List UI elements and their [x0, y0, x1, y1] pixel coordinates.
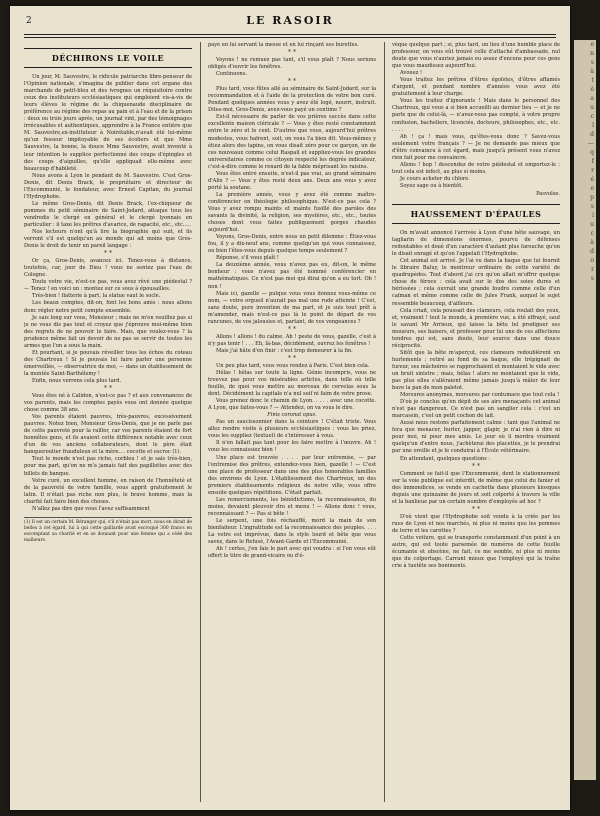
- edge-fragment: é: [590, 176, 594, 183]
- section-separator: * *: [288, 49, 296, 57]
- paragraph: Vous êtes né à Calidon, n'est-ce pas ? et aux convenances de vos parents, mais les comptes payés vous ont donnée quelque chose comme 38 ans.: [24, 393, 192, 414]
- paragraph: Enfin, nous verrons cela plus tard.: [32, 377, 122, 384]
- paragraph: payé en lui servant la messe et en lui rinçant ses burettes.: [208, 42, 359, 48]
- paragraph: Sitôt que la bête m'aperçut, ces clameurs redoublèrent en hurlements ; retiré au fond de sa baque, elle trépignait de fureur, ses mâchoires se rapprochaient et montaient le vide avec un bruit sinistre ; mais, hélas ! alors ne montaient que le vide, pas plus elles s'alléraient même jamais jusqu'à mâler de leur bave la pan de mon paletot.: [392, 349, 560, 392]
- paragraph: Finis coronat opus.: [267, 412, 317, 419]
- paragraph: Cette voiture, qui se transporte constamment d'un point à un autre, qui est toute parsemée de numéros de cette feuille écumante et obscène, ne fait, ce me semble, ni plus ni moins que du colportage. Carrant mieux que l'employé qui la traîne crie à tuetête ses boniments.: [392, 534, 560, 570]
- section-separator: * *: [288, 325, 296, 333]
- paragraph: Et pourtant, si je pouvais réveiller tous les échos du coteau des Chartreux ! Si je pouvais lui faire parler une personne émerveillée, — observatrice de moi, — dans un établissement de la montée Saint-Barthélemy !: [24, 349, 192, 377]
- edge-fragment: u: [590, 104, 594, 111]
- edge-fragment: s: [590, 59, 594, 66]
- paragraph: vêque quelque part ; si, plus tard, un lieu d'une humble place de professeur, on vous eût trouvé celle d'attaché d'ambassade, nul doute que vous n'auriez jamais eu assez d'encens pour ces gens que vous maudissez aujourd'hui.: [392, 42, 560, 70]
- paragraph: Nos lecteurs n'ont qu'à lire la biographie qui suit, et ils verront s'il est quelqu'un au monde qui ait moins que Gros-Denis le droit de tenir un pareil langage :: [24, 229, 192, 250]
- article-title: DÉCHIRONS LE VOILE: [51, 53, 165, 63]
- edge-fragment: s: [590, 275, 594, 282]
- adjacent-page-edge: [574, 40, 596, 780]
- paragraph: Ah ! ça ! mais vous, qu'êtes-vous donc ? Savez-vous seulement votre français ? — Je ne demande pas mieux que d'être convaincu à cet égard, mais jusqu'à présent vous n'avez rien fait pour me convaincre.: [392, 133, 560, 161]
- edge-fragment: e: [590, 41, 594, 48]
- edge-fragment: r: [591, 266, 594, 273]
- paragraph: Or ça, Gros-Denis, avancez ici. Tenez-vous à distance, toutefois, car, jour de Dieu ! vous ne sentez pas l'eau de Cologne.: [24, 258, 192, 279]
- paragraph: Mais j'ai hâte d'en finir : c'est trop demeurer à la fin.: [216, 347, 353, 354]
- paragraph: Tout le monde n'est pas riche, corbleu ! et je sais très-bien, pour ma part, qu'on ne m'a jamais fait des papillottes avec des billets de banque.: [24, 456, 192, 477]
- paragraph: Nous avons à Lyon le pendant de M. Sauvestre. C'est Gros-Denis, dit Denis Brack, le propriétaire et directeur de l'Excommunié, le fondateur, avec Ernest Capitan, du journal l'Hydrophobe.: [24, 172, 192, 200]
- paragraph: Vous prenez donc le chemin de Lyon. . . . . avec une cocotte. A Lyon, que faites-vous ? — Attendez, on va vous le dire.: [208, 398, 376, 412]
- edge-fragment: q: [590, 149, 594, 156]
- paragraph: Voyons ! ne remuez pas tant, s'il vous plaît ? Nous serions obligés d'ouvrir les fenêtres.: [208, 57, 376, 71]
- page-number: 2: [26, 16, 32, 26]
- paragraph: D'où vient que l'Hydrophobe soit vendu à la criée par les rues de Lyon et nos marchés, ni plus ni moins que les pommes de terre et les carottes ?: [392, 513, 560, 534]
- paragraph: Cela criait, cela poussait des clameurs, cela roulait des yeux, et, vraiment ! tout le monde, à première vue, a été effrayé, sauf le savant Mr Arrieux, qui laisse la bête tel prodiguer ses moueurs, ses baisers, et professer pour lui une de ces affections tendres qui est, sans doute, leur source dans une douce réciprocité.: [392, 307, 560, 349]
- edge-fragment: r: [591, 167, 594, 174]
- paragraph: Un peu plus tard, vous vous rendez à Paris. C'est bien cela.: [216, 362, 370, 369]
- paragraph: En attendant, quelques questions :: [400, 455, 491, 462]
- article-heading-box: [24, 48, 192, 68]
- column-2: [208, 42, 376, 802]
- paragraph: Aussi nous restons parfaitement calme : tant que l'animal ne fera que menacer, hurler, japper, glapir, je n'ai rien à dire ni pour moi, ni pour mes amis. Le jour où il mordra vraiment quelqu'un d'entre nous, j'achèterai des placettes, je le prendrai par une oreille et je le conduirai à l'École vétérinaire.: [392, 420, 560, 455]
- edge-fragment: à: [590, 239, 594, 246]
- paragraph: Le même Gros-Denis, dit Denis Brack, l'ex-chiqueur de pommes du petit séminaire de Saint-Jodard, attaque tous les vendredis le clergé en général et le clergé lyonnais en particulier : il taxe les prêtres d'avarice, de rapacité, etc., etc.....: [24, 200, 192, 228]
- paragraph: La deuxième année, vous n'avez pas eu, dit-on, le même bonheur : vous n'avez pas été nommé conférencier en mathématiques. Ce n'est pas moi qui dirai qu'on a eu tort. Oh ! non !: [208, 262, 376, 290]
- edge-fragment: s: [590, 203, 594, 210]
- section-separator: * *: [288, 354, 296, 362]
- paragraph: Soyez sage ou à bientôt.: [400, 182, 463, 189]
- article-heading-box: [392, 204, 560, 224]
- paragraph: Les beaux comptes, dit-on, font les bons amis : nous allons donc régler notre petit compte ensemble.: [24, 300, 192, 314]
- paragraph: Pas un saucissonnier dans la ceinture ! C'était triste. Vous allez rendre visite à plusieurs ecclésiastiques : vous les priez, vous les suppliez (textuel) de s'intéresser à vous.: [208, 419, 376, 440]
- paragraph: Allons ! allons ! du calme. Ah ! peste de vous, gazelle, c'est à n'y pas tenir ! . . . Eh, là-bas, décidément, ouvrez les fenêtres !: [208, 333, 376, 347]
- newspaper-page: [10, 6, 570, 810]
- footnote: [24, 517, 192, 544]
- masthead-rule-top: [24, 34, 556, 35]
- edge-fragment: a: [590, 95, 594, 102]
- edge-fragment: o: [590, 257, 594, 264]
- column-divider-2: [384, 42, 385, 802]
- edge-fragment: c: [590, 113, 594, 120]
- paragraph: Morsures anonymes, morsures par contumace que tout cela !: [400, 392, 560, 399]
- paragraph: Allons ! hop ! descendez de votre piédestal et emportez-le : tout cela est infect, au plus si moins.: [392, 161, 560, 175]
- paragraph: D'où je conclus qu'en dépit de ses airs menaçants cet animal n'est pas dangereux. Ce n'est pas un sanglier cela : c'est un marcassin, c'est un petit cochon de lait.: [392, 399, 560, 420]
- paragraph: Avouez !: [400, 70, 423, 77]
- paragraph: Toute votre vie, n'est-ce pas, vous avez rêvé une piédestal ? — Tenez ! en voici un : montez sur ce sous à épousailles.: [24, 279, 192, 293]
- paragraph: Mais ici, gazelle — pulque vous vous donnez vous-même ce nom, — votre orgueil n'aurait pas mal une rude atteinte ! C'est, sans doute, pure invention de ma part, et je suis tout prêt à m'amender, mais n'est-ce pas là le point de départ de vos rancunes, de vos jalousies et, partant, de vos vengeances ?: [208, 290, 376, 325]
- masthead: [10, 12, 570, 34]
- paragraph: Je cours acheter du chlore.: [400, 175, 470, 182]
- edge-fragment: e: [590, 185, 594, 192]
- edge-fragment: d: [590, 131, 594, 138]
- section-separator: * *: [472, 505, 480, 513]
- edge-fragment: f: [591, 158, 594, 165]
- paragraph: Hélas ! hélas sur toute la ligne. Génie incompris, vous ne trouvez pas pour vos misérables articles, dans telle où telle feuille, de quoi vous mettre au morceau de cervelas sous la dent. Décidément la capitale n'a nul soif ni faim de votre prose.: [208, 369, 376, 398]
- paragraph: Plus tard, vous fûtes allé au séminaire de Saint-Jodard, sur la recommandation et à l'aide de la protection de votre bon curé. Pendant quelques années vous y avez été logé, nourri, instruit. Dites-moi, Gros-Denis, avez-vous payé un centime ?: [208, 86, 376, 114]
- section-separator: * *: [472, 462, 480, 470]
- section-separator: * *: [288, 78, 296, 86]
- edge-fragment: t: [591, 77, 594, 84]
- paragraph: Vous les traitez d'ignorants ! Mais dans le personnel des Chartreux, qui vous a si bien accueilli au dernier lieu — et je ne parle que de celui-là, — n'avez-vous pas compté, à votre propre confusion, bacheliers, licenciés, docteurs, philosophes, etc., etc. . . . .: [392, 98, 560, 133]
- signature: Pasvulse.: [536, 190, 560, 197]
- paragraph: Cet animal est arrivé. Je l'ai vu dans la baque que lui fournit le libraire Baluy, le montreur ordinaire de cette variété de quadrupèdes. Tout d'abord j'ai cru qu'on allait m'offrir quelque chose de féroce : cela avait sur le dos des soies dures et hérissées ; cela ouvrait une grande foudre comme celle d'un caïman et même comme celle de Jules Frank, auquel le sujet ressemble beaucoup, d'ailleurs.: [392, 258, 560, 307]
- paragraph: Votre curé, un excellent homme, en raison de l'honnêteté et de la pauvreté de votre famille, vous apprit gratuitement le latin. Il n'était pas riche non plus, le brave homme, mais la charité fait faire bien des choses.: [24, 477, 192, 505]
- edge-fragment: à: [590, 68, 594, 75]
- paragraph: Les remerciements, les bénédictions, la reconnaissance, du moins, devaient pleuvoir dru et menu ! — Allons donc ! vous, reconnaissant ? — Pas si bête !: [208, 496, 376, 517]
- paragraph: Vous êtes entré ensuite, n'est-il pas vrai, au grand séminaire d'Alix ? — Vous y êtes resté deux ans. Deux ans vous y avez porté la soutane.: [208, 170, 376, 191]
- paragraph: Il n'en fallait pas tant pour les faire mettre à l'œuvre. Ah ! vous les connaissiez bien !: [208, 440, 376, 454]
- edge-fragment: d: [590, 248, 594, 255]
- edge-fragment: i: [592, 212, 594, 219]
- article-title: HAUSSEMENT D'ÉPAULES: [410, 209, 542, 220]
- paragraph: Je sais long sur vous, Monsieur ; mais ne m'en veuillez pas si je ne vous dis pas tout et croyez que j'éprouve moi-même bien des regrets de ne pouvoir le faire. Mais, que voulez-vous ? la prudence même fait un devoir de ne pas se servir de toutes les armes que l'on a sous la main.: [24, 314, 192, 349]
- paragraph: Voyons, Gros-Denis, entre nous un petit dilemme : Étiez-vous fou, il y a dix-neuf ans, comme quelqu'un qui vous connaissez, ou bien l'êtes-vous depuis quelque temps seulement ?: [208, 234, 376, 255]
- masthead-rule-bottom: [24, 37, 556, 38]
- paragraph: Réponse, s'il vous plaît !: [216, 255, 279, 262]
- paragraph: Très-bien ! flatterie à part, la statue vaut le socle.: [32, 293, 161, 300]
- column-3: [392, 42, 560, 802]
- edge-fragment: é: [590, 86, 594, 93]
- paragraph: La première année, vous y avez été comme maître-conférencier en théologie philosophique. N'est-ce pas cela ? Vous y avez rompu maints et maints fusillé des paroles des savants la divinité, la religion, ses mystères, etc., etc., toutes choses dont vous faites publiquement gorges chaudes aujourd'hui.: [208, 191, 376, 234]
- paragraph: N'allez pas dire que vous l'avez suffisamment: [32, 505, 150, 512]
- section-separator: * *: [104, 385, 112, 393]
- paragraph: Un jour, M. Sauvestre, le ridicule patriarche libre-penseur de l'Opinion nationale, s'imagina de publier dans cet organe des marchands de petit-bleu et des ivrognes un réquisitoire contre ceux des instituteurs ecclésiastiques qui emploient vis-à-vis de leurs élèves le régime de la chiquenaude disciplinaire de préférence au régime des repas au pain et à l'eau et de la prison : deux ou trois jours après, un journal vint, par des témoignages irrécusables et authentiques, apprendre à la France entière que M. Sauvestre,ex-instituteur à Noirétable,n'avait été lui-même qu'un fesseur impitoyable de ses écoliers et que Mme Sauvestre, la bonne, la douce Mme Sauvestre, avait inventé à leur intention le supplice perfectionné des coups d'épingles et des coups d'aiguilles, qu'elle appliquait elle-même avec beaucoup d'habileté.: [24, 74, 192, 172]
- edge-fragment: l: [592, 122, 594, 129]
- paragraph: Vos parents étaient pauvres, très-pauvres, excessivement pauvres. Notez bien, Monsieur Gros-Denis, que je ne parle pas de cette pauvreté pour la railler, car vos parents étaient de fort honnêtes gens, et ils avaient cette différence notable avec ceux d'un de vos anciens collaborateurs, dont le père était banqueroutier frauduleux et la mère.... cocotte et escroc (1).: [24, 414, 192, 456]
- edge-fragment: u: [590, 221, 594, 228]
- paragraph: Comment se fait-il que l'Excommunié, dont le stationnement sur la voie publique est interdit, de même que celui du fanier et des immondices, se vende en cachette dans plusieurs kiosques depuis une quinzaine de jours et soit colporté à travers la ville et la banlieue par un certain nombre d'employés ad hoc ?: [392, 470, 560, 505]
- newspaper-title: LE RASOIR: [246, 14, 334, 27]
- footnote-text: (1) Il est un certain M. Béranger qui, s'il n'était pas mort, nous en dirait de belles à cet égard, lui à qui cette gaillarde avait escroqué 300 francs en escomptant sa charité et en se donnant pour une femme qui a cédé des malheurs.: [24, 519, 192, 543]
- paragraph: Continuons.: [216, 71, 248, 78]
- column-divider-1: [200, 42, 201, 802]
- paragraph: On m'avait annoncé l'arrivée à Lyon d'une bête sauvage, un tagliarin de dimensions énormes, pourvu de défenses redoutables et doué d'un caractère d'autant plus farouche qu'on le disait enragé et qu'on l'appelait l'Hydrophobe.: [392, 230, 560, 258]
- edge-fragment: n: [590, 50, 594, 57]
- edge-fragment: p: [590, 194, 594, 201]
- section-separator: * *: [104, 250, 112, 258]
- edge-fragment: —: [588, 140, 594, 147]
- paragraph: Le serpent, une fois réchauffé, mord la main de son bienfaiteur. L'ingratitude est la reconnaissance des peuples. . . . La votre est imprévue, dans le style lourd et bête que vous savez, dans le Refusé, l'Avant-Garde et l'Excommunié.: [208, 517, 376, 546]
- paragraph: Vous traitez les prêtres d'êtres égoïstes, d'êtres affamés d'argent, et pendant nombre d'années vous avez été gratuitement à leur charge.: [392, 77, 560, 98]
- paragraph: Ah ! certes, j'en fais le pari avec qui voudra : si l'on vous eût offert le titre de grand-vicaire ou d'é-: [208, 546, 376, 560]
- edge-fragment: c: [590, 230, 594, 237]
- paragraph: Une place est trouvée . . . . par leur entremise, — par l'entremise des prêtres, entendez-vous bien, gazelle ! — C'est une place de professeur dans une des plus honorables familles des environs de Lyon. L'établissement des Chartreux, un des premiers établissements religieux de notre ville, vous offre ensuite quelques répétitions. C'était parfait.: [208, 454, 376, 496]
- paragraph: Est-il nécessaire de parler de vos prières succès dans cette excellente maison cléricale ? — Vous y êtes resté constamment entre le zéro et le cent. D'autres que vous, aujourd'hui prêtres modestes, vous haïrent, soit, on vous l'a bien dit. Vous-mêmes y étiez alors des tapins, on vous disait zéro pour ce garçon, un de ces nouveaux comme celui Raspail et suppliez-vous les grandes universitaires comme ce citoyen respecté les degrés indicateur, c'est-à-dire comme le renard de la fable méprisant les raisins.: [208, 114, 376, 170]
- column-1: [24, 42, 192, 802]
